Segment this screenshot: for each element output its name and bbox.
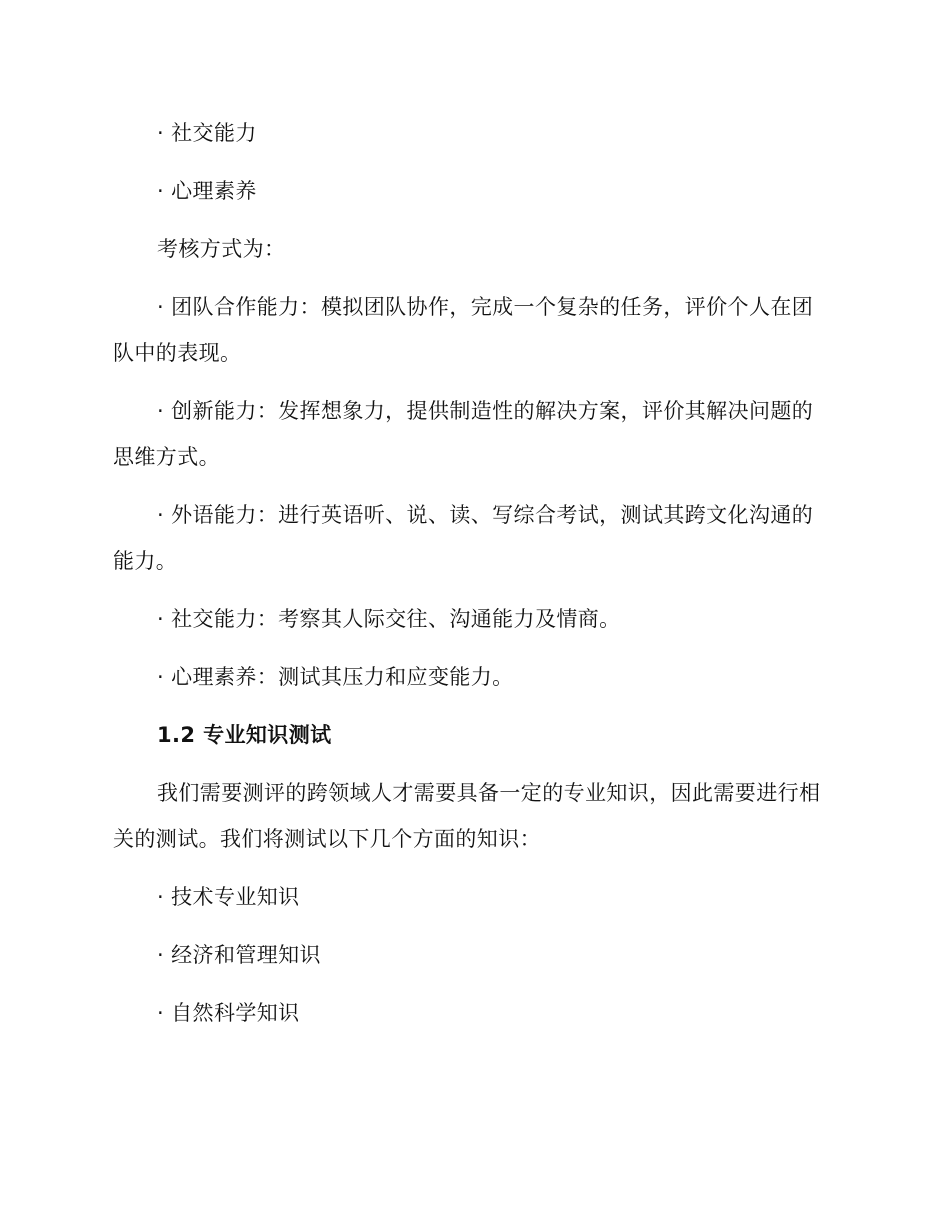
assessment-methods-intro: 考核方式为： xyxy=(157,237,286,261)
bullet-item-natural-science-knowledge: · 自然科学知识 xyxy=(157,1001,300,1025)
section-intro-paragraph: 我们需要测评的跨领域人才需要具备一定的专业知识，因此需要进行相关的测试。我们将测试以下几个方面的知识： xyxy=(113,781,821,851)
bullet-item-economics-management-knowledge: · 经济和管理知识 xyxy=(157,943,321,967)
document-body xyxy=(113,110,833,1036)
bullet-item-psychological-assessment: · 心理素养：测试其压力和应变能力。 xyxy=(157,665,514,689)
bullet-item-teamwork-assessment: · 团队合作能力：模拟团队协作，完成一个复杂的任务，评价个人在团队中的表现。 xyxy=(113,295,814,365)
section-heading: 1.2 专业知识测试 xyxy=(157,723,332,747)
bullet-item-innovation-assessment: · 创新能力：发挥想象力，提供制造性的解决方案，评价其解决问题的思维方式。 xyxy=(113,399,814,469)
bullet-item-language-assessment: · 外语能力：进行英语听、说、读、写综合考试，测试其跨文化沟通的能力。 xyxy=(113,503,814,573)
bullet-item-technical-knowledge: · 技术专业知识 xyxy=(157,885,300,909)
bullet-item-social-skills: · 社交能力 xyxy=(157,121,257,145)
bullet-item-psychological-quality: · 心理素养 xyxy=(157,179,257,203)
bullet-item-social-assessment: · 社交能力：考察其人际交往、沟通能力及情商。 xyxy=(157,607,621,631)
